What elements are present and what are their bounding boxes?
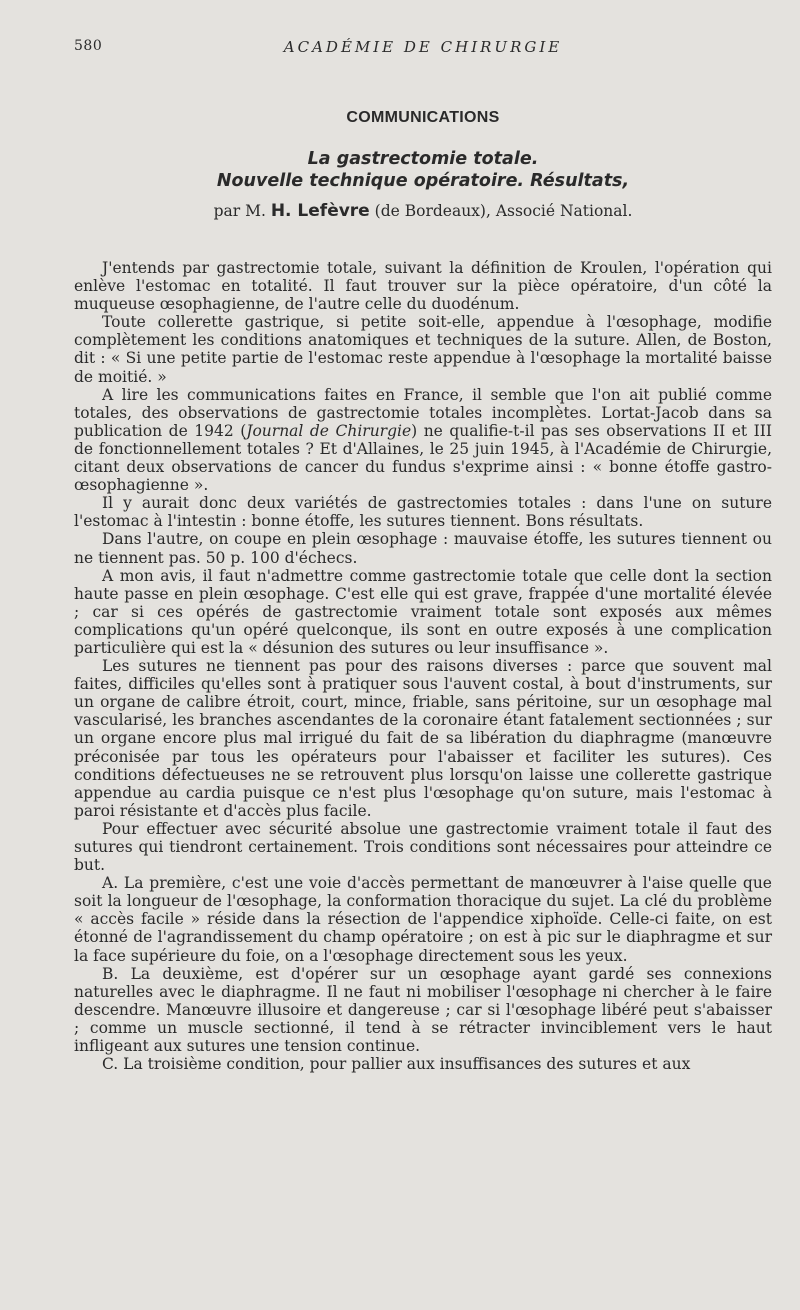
running-title: ACADÉMIE DE CHIRURGIE (283, 38, 563, 56)
paragraph (74, 386, 772, 495)
byline-suffix: (de Bordeaux), Associé National. (374, 202, 633, 220)
paragraph: Toute collerette gastrique, si petite soit-elle, appendue à l'œsophage, modifie complètement les conditions anatomiques et techniques de la suture. Allen, de Boston, dit : « Si une petite partie de l'estomac reste appendue à l'œsophage la mortalité baisse de moitié. » (74, 313, 772, 386)
paragraph: B. La deuxième, est d'opérer sur un œsophage ayant gardé ses connexions naturelles avec le diaphragme. Il ne faut ni mobiliser l'œsophage ni chercher à le faire descendre. Manœuvre illusoire et dangereuse ; car si l'œsophage libéré peut s'abaisser ; comme un muscle sectionné, il tend à se rétracter invinciblement vers le haut infligeant aux sutures une tension continue. (74, 964, 772, 1056)
article-title-line-1: La gastrectomie totale. (307, 149, 539, 169)
paragraph: C. La troisième condition, pour pallier aux insuffisances des sutures et aux (102, 1055, 691, 1074)
article-body (74, 259, 772, 1073)
article-title-line-2: Nouvelle technique opératoire. Résultats, (216, 171, 630, 191)
paragraph: Les sutures ne tiennent pas pour des raisons diverses : parce que souvent mal faites, difficiles qu'elles sont à pratiquer sous l'auvent costal, à bout d'instruments, sur un organe de calibre étroit, court, mince, friable, sans péritoine, sur un œsophage mal vascularisé, les branches ascendantes de la coronaire étant fatalement sectionnées ; sur un organe encore plus mal irrigué du fait de sa libération du diaphragme (manœuvre préconisée par tous les opérateurs pour l'abaisser et faciliter les sutures). Ces conditions défectueuses ne se retrouvent plus lorsqu'on laisse une collerette gastrique appendue au cardia puisque ce n'est plus l'œsophage qu'on suture, mais l'estomac à paroi résistante et d'accès plus facile. (74, 657, 772, 820)
author-name: H. Lefèvre (270, 201, 370, 221)
paragraph: Dans l'autre, on coupe en plein œsophage : mauvaise étoffe, les sutures tiennent ou ne tiennent pas. 50 p. 100 d'échecs. (74, 530, 772, 567)
journal-citation: Journal de Chirurgie (246, 421, 412, 440)
page-number: 580 (74, 38, 103, 54)
paragraph-text: ) ne qualifie-t-il pas ses observations II et III de fonctionnellement totales ? Et d'Allaines, le 25 juin 1945, à l'Académie de Chirurgie, citant deux observations de cancer du fundus s'exprime ainsi : « bonne étoffe gastro-œsophagienne ». (74, 421, 772, 495)
running-head (74, 38, 772, 60)
section-heading: COMMUNICATIONS (346, 109, 500, 126)
paragraph: Il y aurait donc deux variétés de gastrectomies totales : dans l'une on suture l'estomac à l'intestin : bonne étoffe, les sutures tiennent. Bons résultats. (74, 494, 772, 531)
article-title (74, 148, 772, 192)
paragraph-text: A lire les communications faites en France, il semble que l'on ait publié comme totales, des observations de gastrectomie totales incomplètes. Lortat-Jacob dans sa publication de 1942 ( (74, 385, 772, 440)
byline (74, 201, 772, 221)
paragraph: Pour effectuer avec sécurité absolue une gastrectomie vraiment totale il faut des sutures qui tiendront certainement. Trois conditions sont nécessaires pour atteindre ce but. (74, 819, 772, 875)
byline-prefix: par M. (213, 202, 266, 220)
paragraph: A mon avis, il faut n'admettre comme gastrectomie totale que celle dont la section haute passe en plein œsophage. C'est elle qui est grave, frappée d'une mortalité élevée ; car si ces opérés de gastrectomie vraiment totale sont exposés aux mêmes complications qu'un opéré quelconque, ils sont en outre exposés à une complication particulière qui est la « désunion des sutures ou leur insuffisance ». (74, 566, 772, 657)
paragraph: A. La première, c'est une voie d'accès permettant de manœuvrer à l'aise quelle que soit la longueur de l'œsophage, la conformation thoracique du sujet. La clé du problème « accès facile » réside dans la résection de l'appendice xiphoïde. Celle-ci faite, on est étonné de l'agrandissement du champ opératoire ; on est à pic sur le diaphragme et sur la face supérieure du foie, on a l'œsophage directement sous les yeux. (74, 874, 772, 965)
paragraph: J'entends par gastrectomie totale, suivant la définition de Kroulen, l'opération qui enlève l'estomac en totalité. Il faut trouver sur la pièce opératoire, d'un côté la muqueuse œsophagienne, de l'autre celle du duodénum. (74, 259, 772, 314)
